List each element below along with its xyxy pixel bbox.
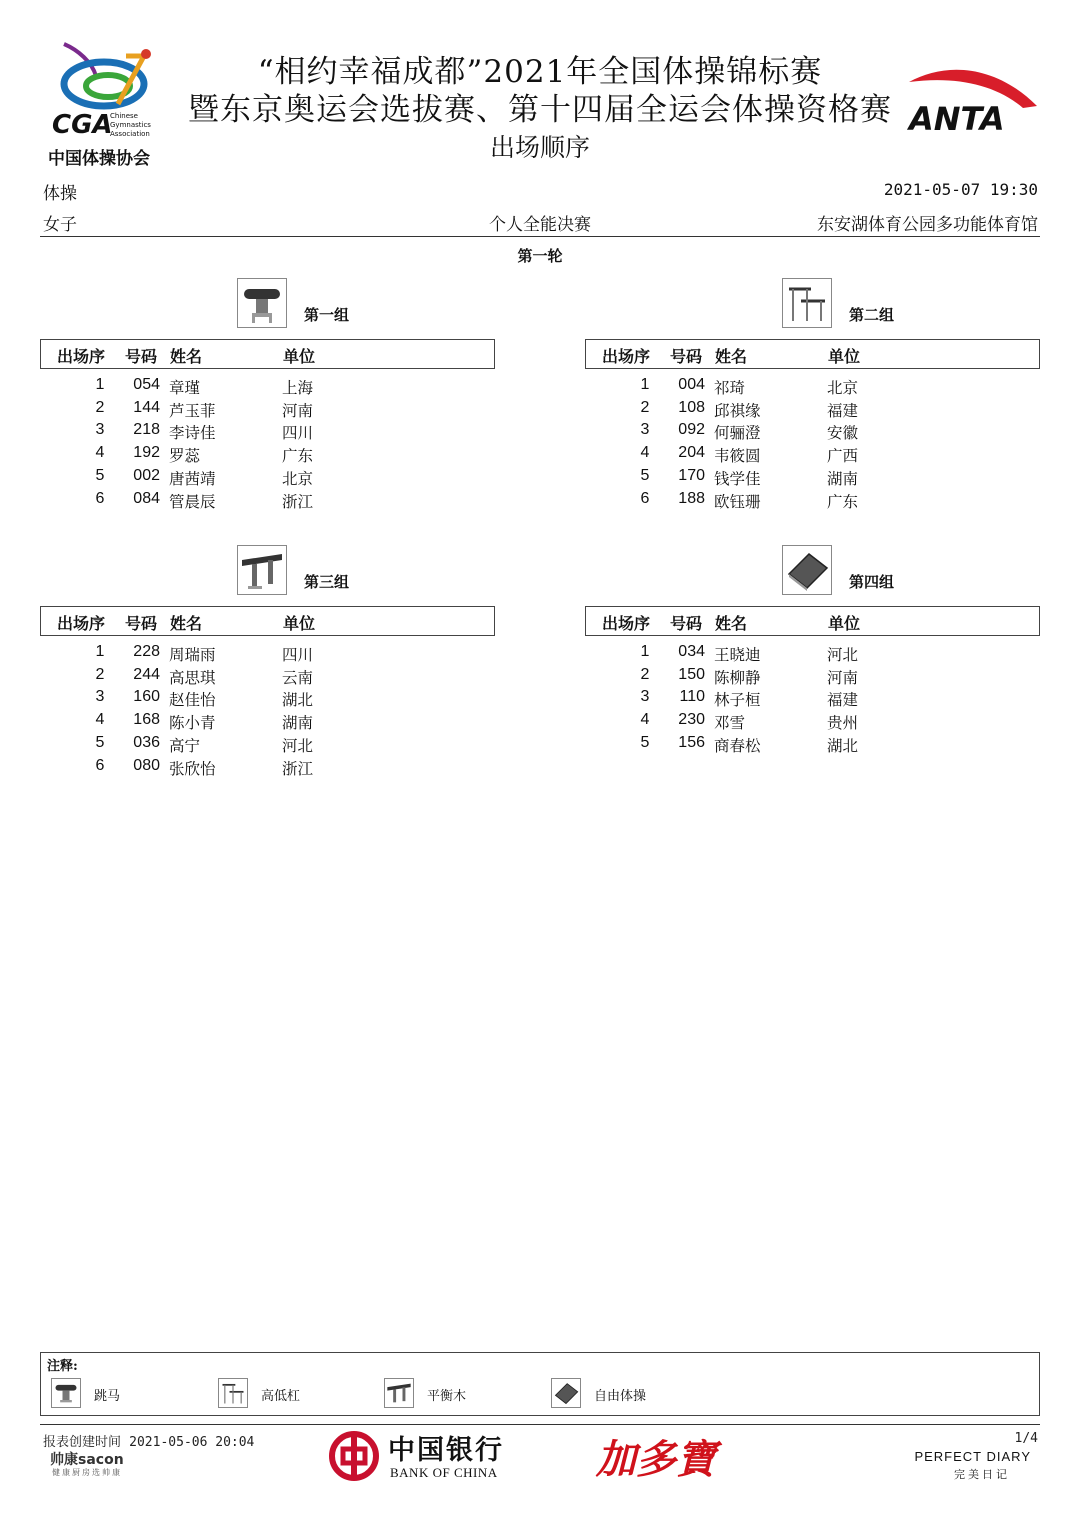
title-line-3: 出场顺序 [489, 133, 590, 162]
title-line-2: 暨东京奥运会选拔赛、第十四届全运会体操资格赛 [188, 92, 892, 128]
unit: 四川 [282, 424, 314, 443]
athlete-name: 赵佳怡 [169, 691, 216, 710]
bib: 002 [133, 466, 160, 484]
unit: 安徽 [827, 424, 859, 443]
col-bib: 号码 [670, 347, 703, 366]
unit: 四川 [282, 646, 314, 664]
sacon-slogan: 健康厨房选帅康 [52, 1468, 122, 1477]
col-unit: 单位 [283, 347, 316, 366]
sacon-logo: 帅康sacon [50, 1452, 124, 1468]
floor-exercise-icon [551, 1378, 581, 1408]
athlete-name: 林子桓 [714, 691, 761, 710]
unit: 浙江 [282, 759, 314, 778]
table-row [40, 688, 495, 711]
bib: 054 [133, 376, 160, 393]
anta-text: ANTA [909, 100, 1005, 138]
jiaduobao-logo: 加多寶 [596, 1436, 716, 1483]
order: 6 [640, 489, 650, 507]
unit: 河北 [827, 646, 859, 664]
header-divider [40, 236, 1040, 237]
order: 1 [640, 643, 650, 660]
col-unit: 单位 [828, 347, 861, 366]
bank-of-china-en: BANK OF CHINA [390, 1465, 498, 1480]
table-row [40, 711, 495, 734]
venue: 东安湖体育公园多功能体育馆 [817, 215, 1038, 235]
sport-label: 体操 [43, 184, 77, 204]
unit: 上海 [282, 379, 314, 397]
order: 3 [640, 421, 650, 439]
athlete-name: 唐茜靖 [169, 469, 216, 488]
cga-sub2: Gymnastics [110, 121, 151, 129]
unit: 河北 [282, 736, 314, 755]
order: 2 [640, 665, 650, 683]
bib: 228 [133, 643, 160, 660]
order: 1 [95, 643, 105, 660]
unit: 河南 [827, 668, 859, 687]
balance-beam-icon [237, 545, 287, 595]
table-row [585, 688, 1040, 711]
unit: 湖南 [282, 714, 314, 733]
title-line-1: “相约幸福成都”2021年全国体操锦标赛 [257, 54, 823, 90]
col-name: 姓名 [715, 614, 748, 633]
bib: 192 [133, 444, 160, 462]
athlete-name: 张欣怡 [169, 759, 216, 778]
bank-of-china-cn: 中国银行 [388, 1435, 504, 1466]
group-1-label: 第一组 [304, 306, 350, 324]
order: 4 [95, 711, 105, 729]
bib: 150 [678, 665, 705, 683]
unit: 福建 [827, 401, 859, 420]
col-order: 出场序 [57, 614, 106, 633]
report-created [43, 1431, 254, 1450]
uneven-bars-icon [782, 278, 832, 328]
bib: 110 [679, 688, 705, 706]
col-name: 姓名 [170, 347, 203, 366]
col-unit: 单位 [828, 614, 861, 633]
legend-vault-label: 跳马 [94, 1389, 121, 1404]
athlete-name: 章瑾 [169, 379, 201, 397]
col-order: 出场序 [602, 614, 651, 633]
table-row [585, 711, 1040, 734]
cga-chinese-name: 中国体操协会 [48, 149, 150, 169]
table-row [585, 666, 1040, 689]
perfect-diary-cn: 完美日记 [954, 1468, 1010, 1481]
unit: 广东 [282, 447, 314, 466]
athlete-name: 高思琪 [169, 668, 216, 687]
athlete-name: 何骊澄 [714, 424, 761, 443]
bib: 168 [133, 711, 160, 729]
order: 6 [95, 756, 105, 774]
unit: 福建 [827, 691, 859, 710]
group-4-table-header [585, 606, 1040, 636]
order: 4 [640, 444, 650, 462]
athlete-name: 韦筱圆 [714, 447, 761, 466]
table-row [40, 643, 495, 666]
table-row [585, 399, 1040, 422]
bib: 144 [133, 398, 160, 416]
athlete-name: 祁琦 [714, 379, 746, 397]
bib: 230 [678, 711, 705, 729]
order: 3 [640, 688, 650, 706]
bib: 204 [678, 444, 705, 462]
table-row [585, 643, 1040, 666]
order: 2 [95, 398, 105, 416]
order: 1 [640, 376, 650, 393]
unit: 云南 [282, 668, 314, 687]
group-3-table-header [40, 606, 495, 636]
bib: 170 [678, 466, 705, 484]
bib: 036 [133, 733, 160, 751]
legend-bars-label: 高低杠 [261, 1389, 301, 1404]
order: 6 [95, 489, 105, 507]
athlete-name: 欧钰珊 [714, 492, 761, 511]
bib: 004 [678, 376, 705, 393]
table-row [585, 421, 1040, 444]
gender-label: 女子 [43, 215, 77, 235]
balance-beam-icon [384, 1378, 414, 1408]
legend-floor-label: 自由体操 [594, 1389, 647, 1404]
order: 5 [640, 733, 650, 751]
col-bib: 号码 [125, 614, 158, 633]
bib: 080 [133, 756, 160, 774]
table-row [585, 444, 1040, 467]
col-order: 出场序 [57, 347, 106, 366]
order: 5 [95, 733, 105, 751]
bib: 156 [678, 733, 705, 751]
table-row [585, 467, 1040, 490]
cga-sub3: Association [110, 130, 150, 138]
event-name: 个人全能决赛 [489, 215, 591, 235]
unit: 湖北 [282, 691, 314, 710]
bib: 034 [678, 643, 705, 660]
order: 3 [95, 688, 105, 706]
cga-text: CGA [52, 110, 113, 140]
table-row [40, 666, 495, 689]
bib: 160 [133, 688, 160, 706]
unit: 河南 [282, 401, 314, 420]
unit: 湖北 [827, 736, 859, 755]
table-row [585, 490, 1040, 513]
uneven-bars-icon [218, 1378, 248, 1408]
bib: 218 [133, 421, 160, 439]
athlete-name: 王晓迪 [714, 646, 761, 664]
col-bib: 号码 [670, 614, 703, 633]
order: 4 [95, 444, 105, 462]
table-row [40, 757, 495, 780]
table-row [585, 376, 1040, 399]
unit: 贵州 [827, 714, 859, 733]
bib: 092 [678, 421, 705, 439]
athlete-name: 邓雪 [714, 714, 746, 733]
unit: 北京 [282, 469, 314, 488]
unit: 浙江 [282, 492, 314, 511]
athlete-name: 邱祺缘 [714, 401, 761, 420]
unit: 湖南 [827, 469, 859, 488]
group-2-label: 第二组 [849, 306, 895, 324]
table-row [40, 376, 495, 399]
vault-icon [51, 1378, 81, 1408]
group-2-table-header [585, 339, 1040, 369]
created-label: 报表创建时间 [43, 1435, 122, 1450]
created-time: 2021-05-06 20:04 [129, 1435, 255, 1450]
floor-exercise-icon [782, 545, 832, 595]
unit: 北京 [827, 379, 859, 397]
order: 3 [95, 421, 105, 439]
table-row [40, 734, 495, 757]
group-1-table-header [40, 339, 495, 369]
unit: 广东 [827, 492, 859, 511]
perfect-diary-en: PERFECT DIARY [914, 1449, 1031, 1464]
athlete-name: 罗蕊 [169, 447, 201, 466]
table-row [40, 490, 495, 513]
bib: 084 [133, 489, 160, 507]
order: 4 [640, 711, 650, 729]
col-unit: 单位 [283, 614, 316, 633]
legend [40, 1352, 1040, 1416]
athlete-name: 陈柳静 [714, 668, 761, 687]
athlete-name: 陈小青 [169, 714, 216, 733]
vault-icon [237, 278, 287, 328]
order: 1 [95, 376, 105, 393]
athlete-name: 芦玉菲 [169, 401, 216, 420]
bib: 188 [678, 489, 705, 507]
bank-of-china-icon [328, 1430, 380, 1482]
table-row [585, 734, 1040, 757]
order: 2 [640, 398, 650, 416]
athlete-name: 商春松 [714, 736, 761, 755]
col-name: 姓名 [715, 347, 748, 366]
group-4-label: 第四组 [849, 573, 895, 591]
athlete-name: 高宁 [169, 736, 201, 755]
page-number: 1/4 [1014, 1431, 1038, 1446]
bib: 244 [133, 665, 160, 683]
bib: 108 [678, 398, 705, 416]
table-row [40, 399, 495, 422]
order: 5 [640, 466, 650, 484]
legend-title: 注释: [47, 1359, 78, 1374]
athlete-name: 周瑞雨 [169, 646, 216, 664]
athlete-name: 管晨辰 [169, 492, 216, 511]
table-row [40, 421, 495, 444]
event-datetime: 2021-05-07 19:30 [883, 180, 1038, 199]
col-bib: 号码 [125, 347, 158, 366]
footer-divider [40, 1424, 1040, 1425]
table-row [40, 444, 495, 467]
unit: 广西 [827, 447, 859, 466]
legend-beam-label: 平衡木 [427, 1389, 467, 1404]
order: 5 [95, 466, 105, 484]
round-label: 第一轮 [517, 247, 563, 265]
col-name: 姓名 [170, 614, 203, 633]
order: 2 [95, 665, 105, 683]
col-order: 出场序 [602, 347, 651, 366]
group-3-label: 第三组 [304, 573, 350, 591]
athlete-name: 李诗佳 [169, 424, 216, 443]
cga-sub1: Chinese [110, 112, 138, 120]
table-row [40, 467, 495, 490]
athlete-name: 钱学佳 [714, 469, 761, 488]
